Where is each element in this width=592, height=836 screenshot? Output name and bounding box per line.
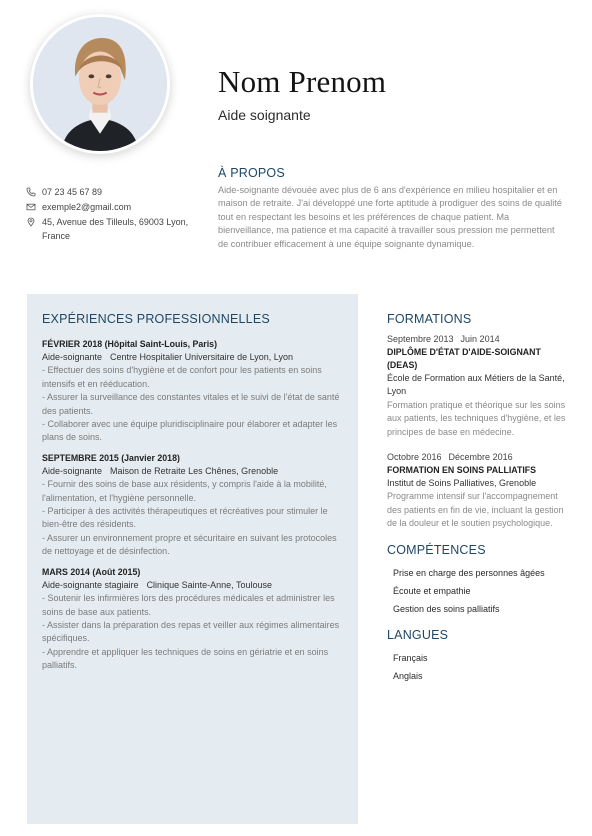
experience-task: - Assister dans la préparation des repas et veiller aux régimes alimentaires spécifiques. <box>42 619 340 644</box>
experience-task: - Soutenir les infirmières lors des procédures médicales et administrer les soins de base aux patients. <box>42 593 335 617</box>
experience-date: MARS 2014 (Août 2015) <box>42 566 141 577</box>
formation-school: École de Formation aux Métiers de la Santé, Lyon <box>387 373 565 397</box>
formation-title: DIPLÔME D'ÉTAT D'AIDE-SOIGNANT (DEAS) <box>387 347 541 370</box>
formations-title: FORMATIONS <box>387 312 472 326</box>
experience-task: - Effectuer des soins d'hygiène et de confort pour les patients en soins intensifs et en rééducation. <box>42 365 322 389</box>
skill-item: Prise en charge des personnes âgées <box>393 567 545 578</box>
contact-block <box>26 185 201 244</box>
experience-task: - Collaborer avec une équipe pluridisciplinaire pour élaborer et adapter les plans de soins. <box>42 419 338 443</box>
experience-task: - Fournir des soins de base aux résidents, y compris l'aide à la mobilité, l'alimentation, et l'hygiène personnelle. <box>42 479 327 503</box>
experience-item <box>42 566 343 673</box>
contact-address <box>26 215 201 243</box>
experience-employer: Clinique Sainte-Anne, Toulouse <box>146 579 272 590</box>
formation-title: FORMATION EN SOINS PALLIATIFS <box>387 465 537 476</box>
experience-date: SEPTEMBRE 2015 (Janvier 2018) <box>42 452 180 463</box>
right-column <box>387 312 567 685</box>
experience-role-line <box>42 465 343 478</box>
phone-icon <box>26 185 42 198</box>
job-title: Aide soignante <box>218 107 311 123</box>
formation-start: Septembre 2013 <box>387 334 454 344</box>
about-section <box>218 166 566 251</box>
languages-title: LANGUES <box>387 627 449 642</box>
about-text: Aide-soignante dévouée avec plus de 6 ans d'expérience en milieu hospitalier et en maison de retraite. J'ai développé une forte aptitude à prodiguer des soins de qualité tout en respectant les besoins et les préférences de chaque patient. Ma bienveillance, ma patience et ma capacité à travailler sous pression me permettent de contribuer efficacement à une équipe soignante dynamique. <box>218 185 562 249</box>
experience-employer: Maison de Retraite Les Chênes, Grenoble <box>110 465 279 476</box>
experience-employer: Centre Hospitalier Universitaire de Lyon, Lyon <box>110 352 293 362</box>
skill-item: Gestion des soins palliatifs <box>393 603 500 614</box>
experience-role-line <box>42 579 343 592</box>
profile-photo-frame <box>30 14 170 154</box>
formation-description: Formation pratique et théorique sur les soins aux patients, les techniques d'hygiène, et les principes de base en médecine. <box>387 399 566 437</box>
profile-photo <box>33 17 167 151</box>
language-item: Français <box>393 652 428 663</box>
experience-task: - Assurer un environnement propre et sécuritaire en suivant les protocoles de nettoyage et de désinfection. <box>42 532 337 557</box>
formation-dates <box>387 333 567 346</box>
experience-panel <box>27 294 358 824</box>
experience-role: Aide-soignante stagiaire <box>42 579 139 590</box>
experience-task: - Participer à des activités thérapeutiques et récréatives pour stimuler le bien-être des résidents. <box>42 506 328 530</box>
experience-task: - Apprendre et appliquer les techniques de soins en gériatrie et en soins palliatifs. <box>42 646 329 671</box>
formation-item <box>387 451 567 531</box>
formation-description: Programme intensif sur l'accompagnement des patients en fin de vie, incluant la gestion de la douleur et le soutien psychologique. <box>387 491 564 529</box>
experience-title: EXPÉRIENCES PROFESSIONNELLES <box>42 312 270 326</box>
formation-item <box>387 333 567 439</box>
experience-role: Aide-soignante <box>42 465 103 476</box>
contact-email <box>26 200 201 214</box>
language-item: Anglais <box>393 670 423 681</box>
location-pin-icon <box>26 215 42 228</box>
experience-date: FÉVRIER 2018 (Hôpital Saint-Louis, Paris) <box>42 339 217 349</box>
candidate-name: Nom Prenom <box>218 64 387 99</box>
formation-end: Décembre 2016 <box>448 452 513 463</box>
experience-role-line <box>42 351 343 364</box>
formation-school: Institut de Soins Palliatives, Grenoble <box>387 478 537 489</box>
experience-item <box>42 338 343 445</box>
languages-list <box>387 649 567 685</box>
experience-task: - Assurer la surveillance des constantes vitales et le suivi de l'état de santé des patients. <box>42 392 340 416</box>
skills-list <box>387 564 567 618</box>
experience-item <box>42 452 343 559</box>
about-title: À PROPOS <box>218 166 285 180</box>
phone-text: 07 23 45 67 89 <box>42 187 103 197</box>
address-text: 45, Avenue des Tilleuls, 69003 Lyon, France <box>42 217 189 241</box>
formation-start: Octobre 2016 <box>387 452 442 463</box>
skills-title: COMPÉTENCES <box>387 542 486 557</box>
mail-icon <box>26 200 42 213</box>
email-text: exemple2@gmail.com <box>42 202 132 212</box>
formation-dates <box>387 451 567 464</box>
experience-role: Aide-soignante <box>42 352 103 362</box>
skill-item: Écoute et empathie <box>393 585 471 596</box>
portrait-icon <box>33 17 167 151</box>
contact-phone <box>26 185 201 199</box>
formation-end: Juin 2014 <box>460 334 500 344</box>
